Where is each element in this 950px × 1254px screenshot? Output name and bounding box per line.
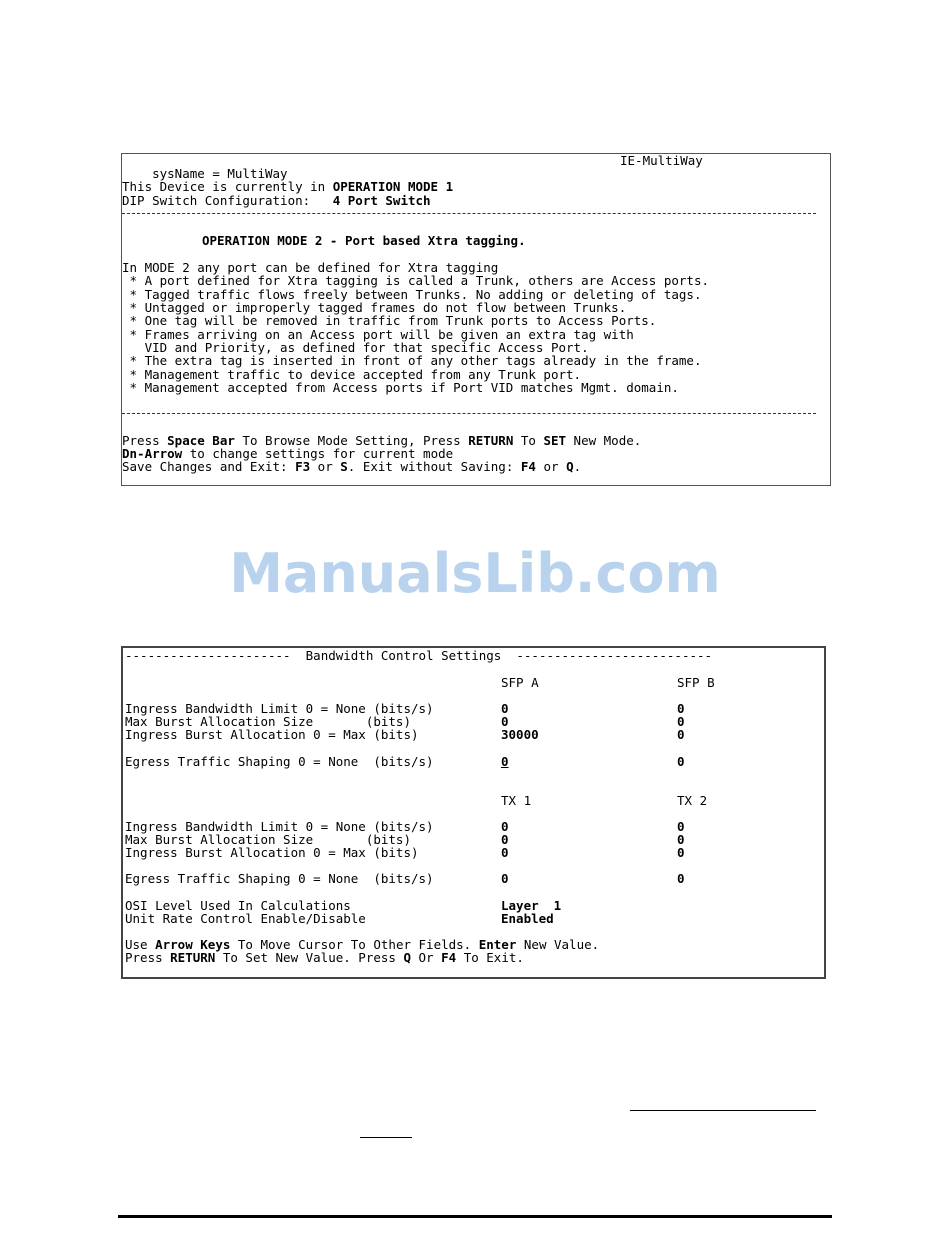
sfp-a-ingress-limit-field[interactable]: 0 bbox=[501, 701, 509, 716]
sfp-b-max-burst-field[interactable]: 0 bbox=[677, 714, 685, 729]
underline-rule bbox=[360, 1137, 412, 1138]
sfp-b-ingress-burst-field[interactable]: 0 bbox=[677, 727, 685, 742]
divider bbox=[122, 413, 816, 414]
help-text: New Mode. bbox=[566, 433, 642, 448]
field-label: Ingress Bandwidth Limit 0 = None (bits/s) bbox=[125, 701, 434, 716]
device-name: IE-MultiWay bbox=[620, 153, 703, 168]
current-mode-value[interactable]: OPERATION MODE 1 bbox=[332, 179, 454, 194]
col-header-tx-1: TX 1 bbox=[501, 793, 532, 808]
desc-line: * Management accepted from Access ports if Port VID matches Mgmt. domain. bbox=[122, 380, 679, 395]
field-label: Ingress Bandwidth Limit 0 = None (bits/s) bbox=[125, 819, 434, 834]
desc-line: * Management traffic to device accepted from any Trunk port. bbox=[122, 367, 582, 382]
sfp-a-ingress-burst-field[interactable]: 30000 bbox=[501, 727, 539, 742]
divider bbox=[122, 213, 816, 214]
field-label: OSI Level Used In Calculations bbox=[125, 898, 351, 913]
tx2-ingress-limit-field[interactable]: 0 bbox=[677, 819, 685, 834]
tx1-ingress-limit-field[interactable]: 0 bbox=[501, 819, 509, 834]
help-text: . Exit without Saving: bbox=[347, 459, 521, 474]
help-text: New Value. bbox=[516, 937, 600, 952]
dip-switch-label: DIP Switch Configuration: bbox=[122, 193, 333, 208]
bandwidth-control-terminal bbox=[121, 646, 826, 979]
help-text: Save Changes and Exit: bbox=[122, 459, 296, 474]
field-label: Egress Traffic Shaping 0 = None (bits/s) bbox=[125, 871, 434, 886]
return-key[interactable]: RETURN bbox=[170, 950, 216, 965]
desc-line: * The extra tag is inserted in front of any other tags already in the frame. bbox=[122, 353, 702, 368]
title-line bbox=[125, 649, 712, 662]
sfp-b-egress-shaping-field[interactable]: 0 bbox=[677, 754, 685, 769]
field-label: Egress Traffic Shaping 0 = None (bits/s) bbox=[125, 754, 434, 769]
tx2-ingress-burst-field[interactable]: 0 bbox=[677, 845, 685, 860]
help-text: or bbox=[535, 459, 567, 474]
col-header-tx-2: TX 2 bbox=[677, 793, 708, 808]
tx2-max-burst-field[interactable]: 0 bbox=[677, 832, 685, 847]
help-text: To Move Cursor To Other Fields. bbox=[230, 937, 479, 952]
sfp-b-ingress-limit-field[interactable]: 0 bbox=[677, 701, 685, 716]
watermark-logo: ManualsLib.com bbox=[229, 542, 721, 605]
field-label: Ingress Burst Allocation 0 = Max (bits) bbox=[125, 845, 419, 860]
help-text: To Set New Value. Press bbox=[215, 950, 404, 965]
help-line-return bbox=[125, 951, 524, 964]
help-text: to change settings for current mode bbox=[182, 446, 454, 461]
return-key[interactable]: RETURN bbox=[468, 433, 514, 448]
field-label: Ingress Burst Allocation 0 = Max (bits) bbox=[125, 727, 419, 742]
f3-key[interactable]: F3 bbox=[295, 459, 311, 474]
help-text: Or bbox=[411, 950, 442, 965]
set-key[interactable]: SET bbox=[543, 433, 567, 448]
col-header-sfp-b: SFP B bbox=[677, 675, 715, 690]
title-dashes-right: -------------------------- bbox=[516, 648, 713, 663]
field-label: Max Burst Allocation Size (bits) bbox=[125, 714, 411, 729]
col-header-sfp-a: SFP A bbox=[501, 675, 539, 690]
s-key[interactable]: S bbox=[340, 459, 348, 474]
space-bar-key[interactable]: Space Bar bbox=[167, 433, 235, 448]
help-text: Press bbox=[125, 950, 171, 965]
field-label: Unit Rate Control Enable/Disable bbox=[125, 911, 366, 926]
current-mode-line bbox=[122, 180, 453, 193]
arrow-keys-key[interactable]: Arrow Keys bbox=[155, 937, 231, 952]
screen-title: Bandwidth Control Settings bbox=[305, 648, 502, 663]
footer-rule bbox=[118, 1215, 832, 1218]
desc-line: VID and Priority, as defined for that specific Access Port. bbox=[122, 340, 589, 355]
current-mode-label: This Device is currently in bbox=[122, 179, 333, 194]
enter-key[interactable]: Enter bbox=[478, 937, 517, 952]
unit-rate-control-field[interactable]: Enabled bbox=[501, 911, 554, 926]
operation-mode-terminal bbox=[121, 153, 831, 486]
tx1-ingress-burst-field[interactable]: 0 bbox=[501, 845, 509, 860]
tx1-max-burst-field[interactable]: 0 bbox=[501, 832, 509, 847]
help-text: Use bbox=[125, 937, 156, 952]
sfp-a-max-burst-field[interactable]: 0 bbox=[501, 714, 509, 729]
tx1-egress-shaping-field[interactable]: 0 bbox=[501, 871, 509, 886]
osi-level-field[interactable]: Layer 1 bbox=[501, 898, 562, 913]
desc-line: * A port defined for Xtra tagging is called a Trunk, others are Access ports. bbox=[122, 273, 709, 288]
help-text: To bbox=[513, 433, 544, 448]
sysname-label: sysName = MultiWay bbox=[152, 166, 288, 182]
help-line-save bbox=[122, 460, 581, 473]
desc-line: * Frames arriving on an Access port will be given an extra tag with bbox=[122, 327, 634, 342]
dn-arrow-key[interactable]: Dn-Arrow bbox=[122, 446, 183, 461]
desc-line: * One tag will be removed in traffic from Trunk ports to Access Ports. bbox=[122, 313, 657, 328]
title-dashes-left: ---------------------- bbox=[125, 648, 291, 663]
dip-switch-value: 4 Port Switch bbox=[332, 193, 431, 208]
tx2-egress-shaping-field[interactable]: 0 bbox=[677, 871, 685, 886]
help-text: . bbox=[573, 459, 582, 474]
f4-key[interactable]: F4 bbox=[520, 459, 536, 474]
field-label: Max Burst Allocation Size (bits) bbox=[125, 832, 411, 847]
help-text: or bbox=[310, 459, 341, 474]
desc-line: In MODE 2 any port can be defined for Xtra tagging bbox=[122, 260, 499, 275]
q-key[interactable]: Q bbox=[566, 459, 574, 474]
help-text: Press bbox=[122, 433, 168, 448]
f4-key[interactable]: F4 bbox=[441, 950, 457, 965]
desc-line: * Untagged or improperly tagged frames do not flow between Trunks. bbox=[122, 300, 627, 315]
mode-heading: OPERATION MODE 2 - Port based Xtra tagging. bbox=[202, 233, 526, 248]
help-text: To Browse Mode Setting, Press bbox=[234, 433, 469, 448]
desc-line: * Tagged traffic flows freely between Trunks. No adding or deleting of tags. bbox=[122, 287, 702, 302]
help-text: To Exit. bbox=[456, 950, 524, 965]
sfp-a-egress-shaping-field[interactable]: 0 bbox=[501, 754, 509, 769]
q-key[interactable]: Q bbox=[403, 950, 411, 965]
sysname-line bbox=[122, 154, 288, 182]
dip-switch-line bbox=[122, 194, 431, 207]
underline-rule bbox=[630, 1110, 816, 1111]
